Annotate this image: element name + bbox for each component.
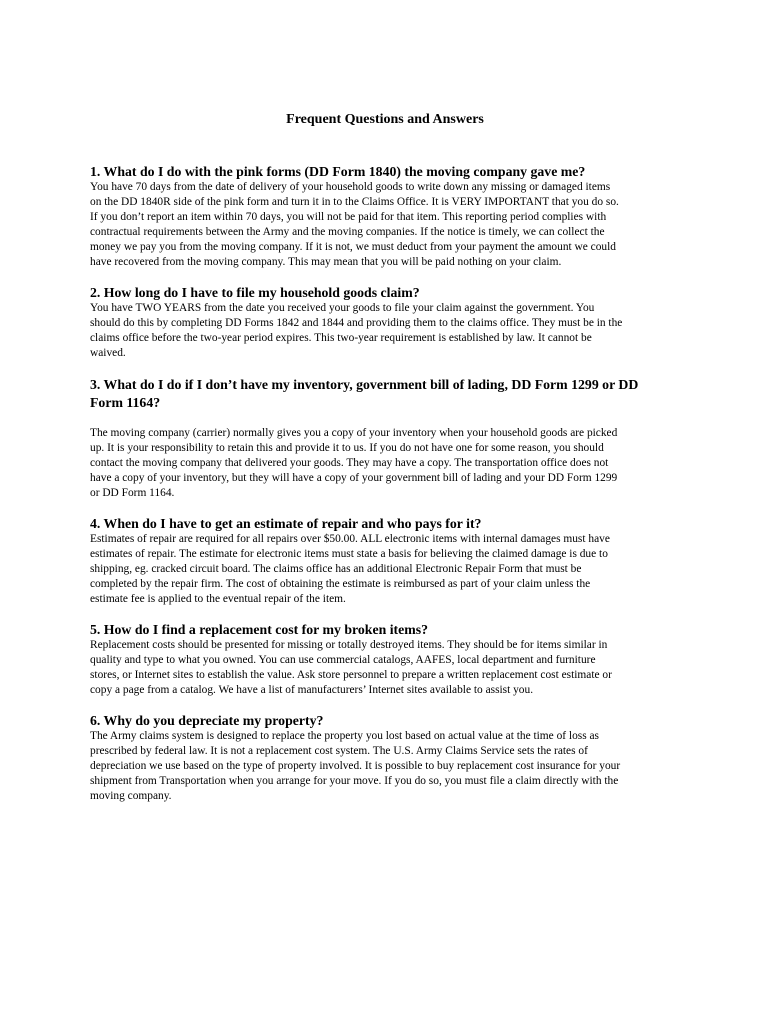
faq-item-2 — [90, 285, 770, 361]
answer-line: up. It is your responsibility to retain this and provide it to us. If you do not have one for some reason, you should — [90, 442, 604, 454]
page-title: Frequent Questions and Answers — [286, 112, 484, 127]
faq-item-6 — [90, 713, 770, 804]
answer-line: The moving company (carrier) normally gives you a copy of your inventory when your household goods are picked — [90, 427, 618, 439]
answer-line: estimate fee is applied to the eventual repair of the item. — [90, 593, 346, 605]
answer-line: Estimates of repair are required for all repairs over $50.00. ALL electronic items with internal damages must have — [90, 533, 610, 545]
answer-line: claims office before the two-year period expires. This two-year requirement is established by law. It cannot be — [90, 332, 592, 344]
question-heading — [90, 516, 770, 532]
answer-line: money we pay you from the moving company. If it is not, we must deduct from your payment the amount we could — [90, 241, 616, 253]
question-line: 1. What do I do with the pink forms (DD Form 1840) the moving company gave me? — [90, 164, 586, 179]
faq-item-4 — [90, 516, 770, 607]
answer-line: have a copy of your inventory, but they will have a copy of your government bill of lading and your DD Form 1299 — [90, 472, 618, 484]
question-heading — [90, 713, 770, 729]
question-heading — [90, 376, 770, 412]
question-line: 6. Why do you depreciate my property? — [90, 713, 324, 728]
answer-line: Replacement costs should be presented for missing or totally destroyed items. They should be for items similar in — [90, 639, 608, 651]
answer-line: stores, or Internet sites to establish the value. Ask store personnel to prepare a written replacement cost estimate or — [90, 669, 612, 681]
answer-line: or DD Form 1164. — [90, 487, 175, 499]
answer-line: If you don’t report an item within 70 days, you will not be paid for that item. This reporting period complies with — [90, 211, 607, 223]
faq-item-1 — [90, 164, 770, 270]
answer-paragraph — [90, 301, 770, 361]
answer-line: moving company. — [90, 790, 172, 802]
answer-paragraph — [90, 426, 770, 501]
answer-line: should do this by completing DD Forms 1842 and 1844 and providing them to the claims office. They must be in the — [90, 317, 623, 329]
answer-paragraph — [90, 532, 770, 607]
answer-paragraph — [90, 180, 770, 270]
answer-line: have recovered from the moving company. This may mean that you will be paid nothing on your claim. — [90, 256, 562, 268]
answer-line: waived. — [90, 347, 126, 359]
answer-line: on the DD 1840R side of the pink form and turn it in to the Claims Office. It is VERY IMPORTANT that you do so. — [90, 196, 619, 208]
question-heading — [90, 285, 770, 301]
answer-line: estimates of repair. The estimate for electronic items must state a basis for believing the claimed damage is due to — [90, 548, 608, 560]
question-line: 3. What do I do if I don’t have my inventory, government bill of lading, DD Form 1299 or DD — [90, 377, 639, 392]
question-heading — [90, 164, 770, 180]
question-line: 4. When do I have to get an estimate of repair and who pays for it? — [90, 516, 482, 531]
answer-line: shipping, eg. cracked circuit board. The claims office has an additional Electronic Repair Form that must be — [90, 563, 582, 575]
question-line: 2. How long do I have to file my household goods claim? — [90, 285, 420, 300]
question-line: 5. How do I find a replacement cost for my broken items? — [90, 622, 429, 637]
question-heading — [90, 622, 770, 638]
answer-line: copy a page from a catalog. We have a list of manufacturers’ Internet sites available to assist you. — [90, 684, 534, 696]
answer-line: The Army claims system is designed to replace the property you lost based on actual value at the time of loss as — [90, 730, 599, 742]
question-line: Form 1164? — [90, 395, 161, 410]
answer-line: You have 70 days from the date of delivery of your household goods to write down any missing or damaged items — [90, 181, 611, 193]
answer-line: contact the moving company that delivered your goods. They may have a copy. The transportation office does not — [90, 457, 609, 469]
answer-paragraph — [90, 638, 770, 698]
answer-line: depreciation we use based on the type of property involved. It is possible to buy replacement cost insurance for your — [90, 760, 621, 772]
faq-item-5 — [90, 622, 770, 698]
answer-line: completed by the repair firm. The cost of obtaining the estimate is reimbursed as part of your claim unless the — [90, 578, 591, 590]
answer-line: contractual requirements between the Army and the moving companies. If the notice is timely, we can collect the — [90, 226, 605, 238]
answer-line: prescribed by federal law. It is not a replacement cost system. The U.S. Army Claims Service sets the rates of — [90, 745, 588, 757]
answer-paragraph — [90, 729, 770, 804]
answer-line: quality and type to what you owned. You can use commercial catalogs, AAFES, local department and furniture — [90, 654, 596, 666]
answer-line: shipment from Transportation when you arrange for your move. If you do so, you must file a claim directly with the — [90, 775, 619, 787]
answer-line: You have TWO YEARS from the date you received your goods to file your claim against the government. You — [90, 302, 595, 314]
faq-item-3 — [90, 376, 770, 501]
